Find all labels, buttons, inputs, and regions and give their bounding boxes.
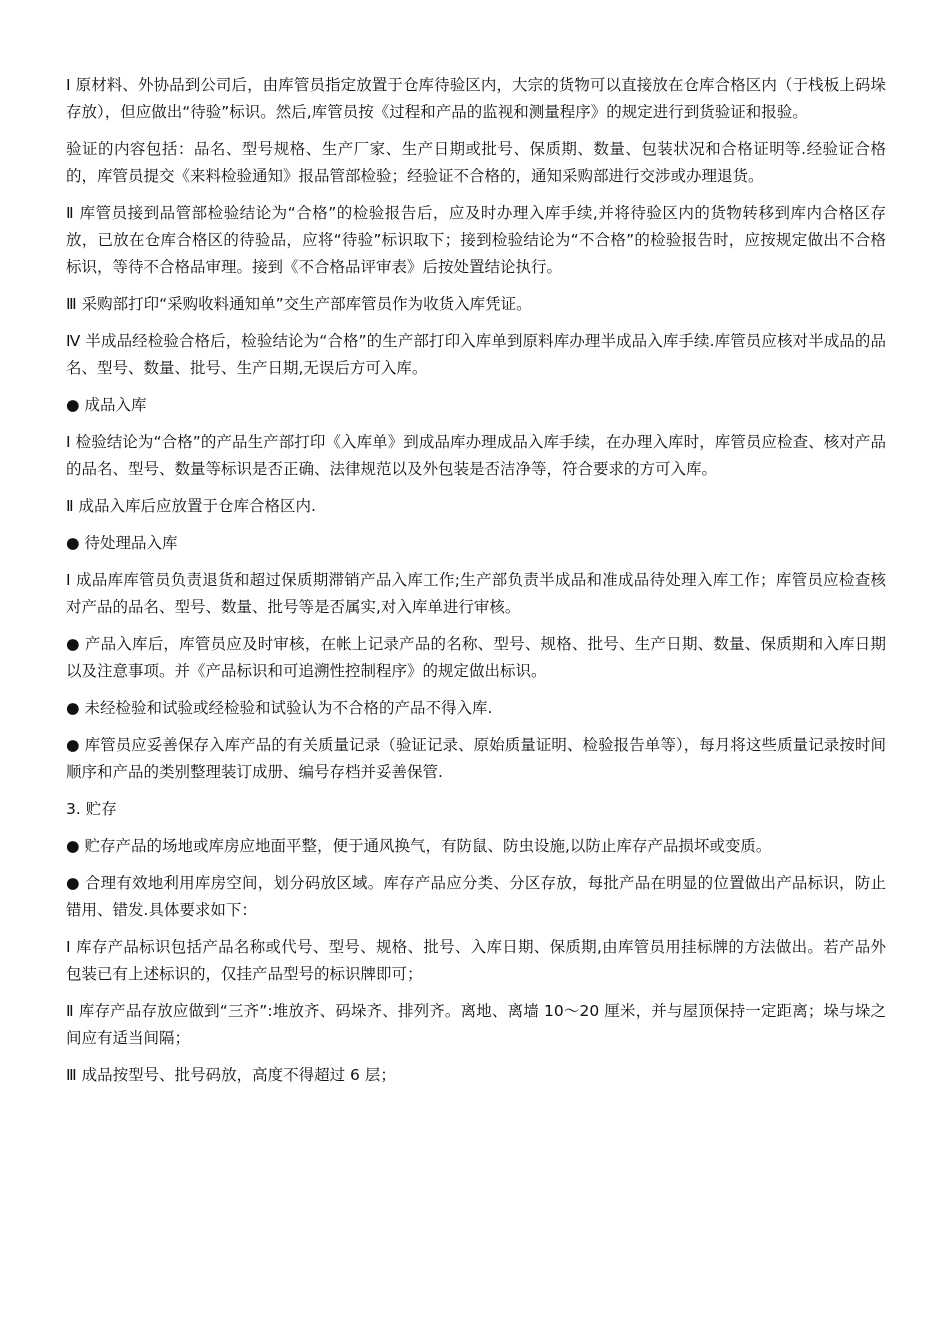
paragraph-finished-goods-placement: Ⅱ 成品入库后应放置于仓库合格区内. <box>66 497 316 515</box>
heading-finished-goods-storage: ● 成品入库 <box>66 396 147 414</box>
paragraph-quality-records: ● 库管员应妥善保存入库产品的有关质量记录（验证记录、原始质量证明、检验报告单等），每月将这些质量记录按时间顺序和产品的类别整理装订成册、编号存档并妥善保管. <box>66 736 886 781</box>
paragraph-verification-content: 验证的内容包括：品名、型号规格、生产厂家、生产日期或批号、保质期、数量、包装状况和合格证明等.经验证合格的，库管员提交《来料检验通知》报品管部检验；经验证不合格的，通知采购部进行交涉或办理退货。 <box>66 140 886 185</box>
paragraph-semi-finished-storage: Ⅳ 半成品经检验合格后，检验结论为“合格”的生产部打印入库单到原料库办理半成品入库手续.库管员应核对半成品的品名、型号、数量、批号、生产日期,无误后方可入库。 <box>66 332 886 377</box>
paragraph-raw-material-receipt: Ⅰ 原材料、外协品到公司后，由库管员指定放置于仓库待验区内，大宗的货物可以直接放在仓库合格区内（于栈板上码垛存放），但应做出“待验”标识。然后,库管员按《过程和产品的监视和测量程序》的规定进行到货验证和报验。 <box>66 76 886 121</box>
paragraph-pending-goods-procedure: Ⅰ 成品库库管员负责退货和超过保质期滞销产品入库工作;生产部负责半成品和准成品待处理入库工作；库管员应检查核对产品的品名、型号、数量、批号等是否属实,对入库单进行审核。 <box>66 571 886 616</box>
paragraph-finished-goods-procedure: Ⅰ 检验结论为“合格”的产品生产部打印《入库单》到成品库办理成品入库手续，在办理入库时，库管员应检查、核对产品的品名、型号、数量等标识是否正确、法律规范以及外包装是否洁净等，符合要求的方可入库。 <box>66 433 886 478</box>
paragraph-storage-site: ● 贮存产品的场地或库房应地面平整，便于通风换气，有防鼠、防虫设施,以防止库存产品损坏或变质。 <box>66 837 772 855</box>
paragraph-inventory-labeling: Ⅰ 库存产品标识包括产品名称或代号、型号、规格、批号、入库日期、保质期,由库管员用挂标牌的方法做出。若产品外包装已有上述标识的，仅挂产品型号的标识牌即可； <box>66 938 886 983</box>
paragraph-inspection-qualified: Ⅱ 库管员接到品管部检验结论为“合格”的检验报告后，应及时办理入库手续,并将待验区内的货物转移到库内合格区存放，已放在仓库合格区的待验品，应将“待验”标识取下；接到检验结论为“不合格”的检验报告时，应按规定做出不合格标识，等待不合格品审理。接到《不合格品评审表》后按处置结论执行。 <box>66 204 886 276</box>
paragraph-purchase-receipt-notice: Ⅲ 采购部打印“采购收料通知单”交生产部库管员作为收货入库凭证。 <box>66 295 532 313</box>
paragraph-uninspected-rejection: ● 未经检验和试验或经检验和试验认为不合格的产品不得入库. <box>66 699 493 717</box>
paragraph-ledger-recording: ● 产品入库后，库管员应及时审核，在帐上记录产品的名称、型号、规格、批号、生产日期、数量、保质期和入库日期以及注意事项。并《产品标识和可追溯性控制程序》的规定做出标识。 <box>66 635 886 680</box>
paragraph-space-utilization: ● 合理有效地利用库房空间，划分码放区域。库存产品应分类、分区存放，每批产品在明显的位置做出产品标识，防止错用、错发.具体要求如下： <box>66 874 886 919</box>
heading-pending-goods-storage: ● 待处理品入库 <box>66 534 178 552</box>
paragraph-stacking-height: Ⅲ 成品按型号、批号码放，高度不得超过 6 层； <box>66 1066 396 1084</box>
heading-storage-section: 3. 贮存 <box>66 800 117 818</box>
paragraph-three-alignments: Ⅱ 库存产品存放应做到“三齐”:堆放齐、码垛齐、排列齐。离地、离墙 10～20 厘米，并与屋顶保持一定距离；垛与垛之间应有适当间隔； <box>66 1002 886 1047</box>
